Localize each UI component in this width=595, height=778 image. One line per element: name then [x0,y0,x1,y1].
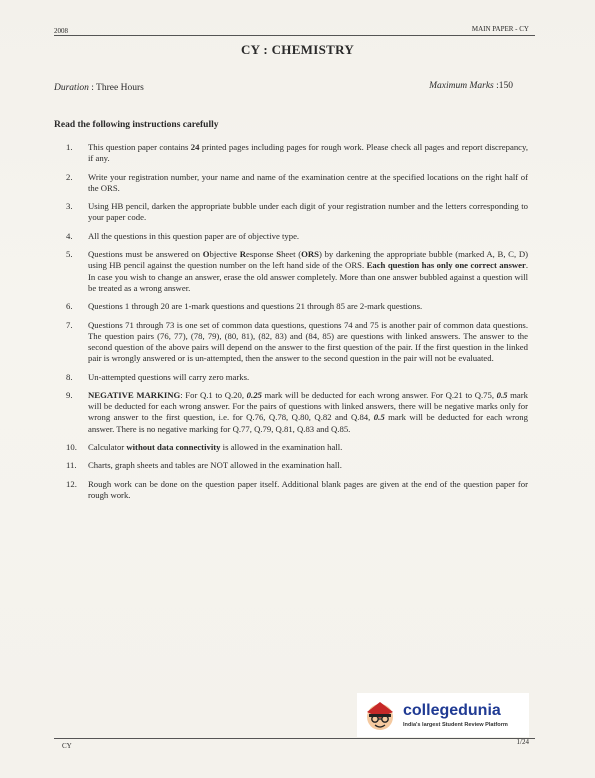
duration [54,83,144,93]
text-run: . In case you wish to change an answer, erase the old answer completely. More than one answer bubbled against a question will be treated as a wrong answer. [88,260,528,293]
instructions-list [66,142,528,508]
text-run: S [276,249,282,260]
text-run: R [239,249,247,260]
instructions-heading: Read the following instructions carefully [54,120,219,130]
text-run: Questions must be answered on [88,249,203,260]
collegedunia-watermark [357,693,529,737]
instruction-item [66,301,528,312]
text-run: ORS [301,249,319,260]
instruction-text [88,390,528,435]
instruction-number: 6. [66,301,73,312]
instruction-number: 8. [66,371,73,382]
instruction-item [66,479,528,501]
year-label: 2008 [54,27,68,35]
header-rule [54,35,535,36]
deduction-value: 0.5 [373,412,385,423]
instruction-item [66,201,528,223]
instruction-item [66,320,528,365]
instruction-text: Questions 71 through 73 is one set of common data questions, questions 74 and 75 is another pair of common data questions. The question pairs (76, 77), (78, 79), (80, 81), (82, 83) and (84, 85) are questions with linked answers. The answer to the second question of the above pairs will depend on the answer to the first question of the pair. If the first question in the linked pair is wrongly answered or is un-attempted, then the answer to the second question in the pair will not be evaluated. [88,319,528,364]
text-run: is allowed in the examination hall. [220,441,343,452]
page-title: CY : CHEMISTRY [240,42,355,57]
text-run: heet ( [281,249,302,260]
instruction-text [88,442,528,453]
instruction-text [88,249,528,294]
duration-value: : Three Hours [88,83,144,93]
instruction-number: 3. [66,201,73,212]
instruction-number: 4. [66,230,73,241]
mascot-icon [361,696,399,734]
instruction-text: All the questions in this question paper are of objective type. [88,230,300,241]
text-run: : For Q.1 to Q.20, [180,389,247,400]
duration-label: Duration [54,83,89,93]
instruction-item [66,172,528,194]
instruction-item [66,460,528,471]
instruction-text: Using HB pencil, darken the appropriate bubble under each digit of your registration number and the letters corresponding to your paper code. [88,201,528,223]
instruction-item [66,372,528,383]
text-run: Calculator [88,441,127,452]
instruction-item [66,231,528,242]
text-run: mark will be deducted for each wrong answer. For the pairs of questions with linked answers, there will be negative marks only for wrong answer to the first question, i.e. for Q.76, Q.78, Q.80, Q.82 and Q.84, [88,389,528,423]
max-marks-value: :150 [493,81,513,91]
instruction-number: 1. [66,142,73,152]
text-run: printed pages including pages for rough work. Please check all pages and report discrepancy, if any. [88,142,528,164]
text-run: bjective [209,249,240,260]
instruction-number: 7. [66,319,73,330]
paper-code: MAIN PAPER - CY [471,25,529,33]
emphasis-text: Each question has only one correct answer [366,260,526,271]
emphasis-text: without data connectivity [126,441,221,452]
footer-rule [54,738,535,739]
page-count: 24 [190,142,200,152]
text-run: O [202,249,210,260]
instruction-number: 2. [66,171,73,182]
instruction-number: 11. [66,460,77,471]
brand-name: collegedunia [403,702,501,719]
text-run: mark will be deducted for each wrong answer. For Q.21 to Q.75, [261,389,497,400]
text-run: ) by darkening the appropriate bubble (marked A, B, C, D) using HB pencil against the question number on the left hand side of the ORS. [88,249,529,271]
max-marks-label: Maximum Marks [429,81,494,91]
instruction-text: Write your registration number, your name and name of the examination centre at the specified locations on the right half of the ORS. [88,171,528,193]
instruction-text: Questions 1 through 20 are 1-mark questions and questions 21 through 85 are 2-mark questions. [88,301,423,312]
deduction-value: 0.5 [496,389,508,400]
instruction-item [66,442,528,453]
instruction-number: 10. [66,441,77,452]
instruction-text: Charts, graph sheets and tables are NOT allowed in the examination hall. [88,460,342,471]
instruction-item [66,249,528,294]
instruction-text: Rough work can be done on the question paper itself. Additional blank pages are given at the end of the question paper for rough work. [88,478,528,500]
brand-tagline: India's largest Student Review Platform [403,722,508,728]
text-run: esponse [246,249,277,260]
instruction-number: 9. [66,389,73,400]
logo-text [403,702,508,728]
text-run: This question paper contains [88,142,191,152]
footer-paper-code: CY [62,742,72,750]
instruction-text: Un-attempted questions will carry zero marks. [88,371,250,382]
deduction-value: 0.25 [246,389,262,400]
text-run: mark will be deducted for each wrong answer. There is no negative marking for Q.77, Q.79, Q.81, Q.83 and Q.85. [88,412,528,434]
instruction-text [88,142,528,164]
instruction-item [66,142,528,164]
page-number: 1/24 [516,738,529,746]
instruction-item [66,390,528,435]
negative-marking-heading: NEGATIVE MARKING [88,389,181,400]
instruction-number: 12. [66,478,77,489]
instruction-number: 5. [66,249,73,260]
maximum-marks [429,81,513,91]
